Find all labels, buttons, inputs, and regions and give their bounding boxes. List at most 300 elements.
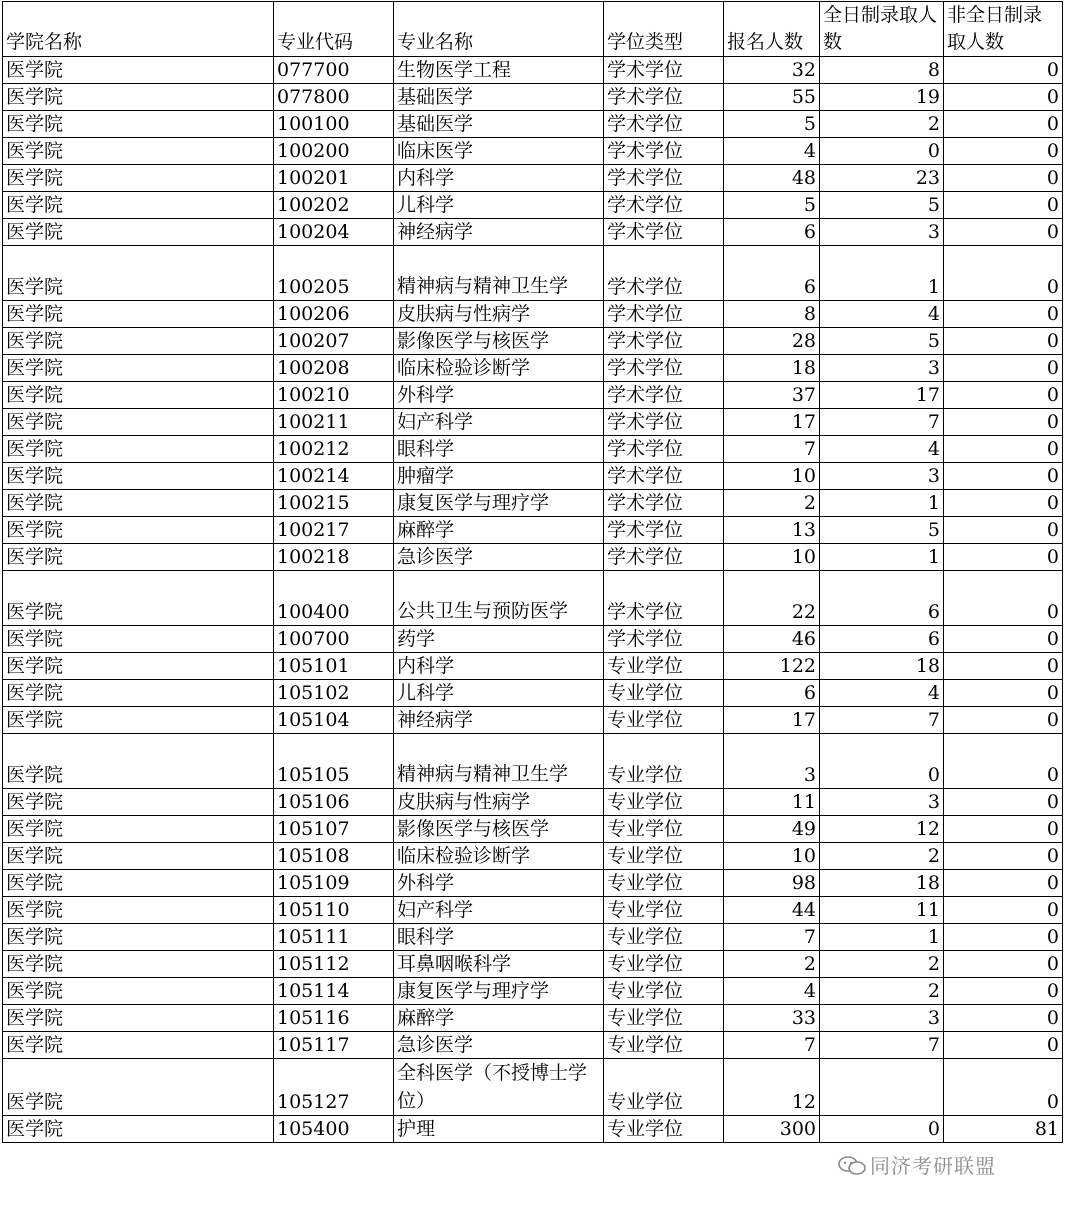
cell-degree-type: 学术学位 — [604, 57, 724, 84]
cell-fulltime-admitted: 2 — [820, 951, 944, 978]
cell-degree-type: 专业学位 — [604, 1059, 724, 1116]
cell-major-name: 急诊医学 — [394, 1032, 604, 1059]
cell-college: 医学院 — [3, 978, 274, 1005]
cell-major-name: 内科学 — [394, 653, 604, 680]
table-row — [3, 924, 1063, 951]
cell-fulltime-admitted: 2 — [820, 978, 944, 1005]
cell-major-code: 105400 — [274, 1116, 394, 1143]
cell-college: 医学院 — [3, 328, 274, 355]
cell-applicants: 6 — [724, 680, 820, 707]
cell-college: 医学院 — [3, 57, 274, 84]
cell-applicants: 98 — [724, 870, 820, 897]
table-row — [3, 789, 1063, 816]
cell-degree-type: 学术学位 — [604, 111, 724, 138]
cell-college: 医学院 — [3, 843, 274, 870]
cell-college: 医学院 — [3, 355, 274, 382]
cell-degree-type: 学术学位 — [604, 165, 724, 192]
cell-degree-type: 专业学位 — [604, 978, 724, 1005]
cell-applicants: 12 — [724, 1059, 820, 1116]
cell-major-code: 100200 — [274, 138, 394, 165]
cell-major-name: 外科学 — [394, 870, 604, 897]
cell-parttime-admitted: 0 — [944, 897, 1063, 924]
cell-parttime-admitted: 0 — [944, 138, 1063, 165]
cell-major-code: 100211 — [274, 409, 394, 436]
cell-applicants: 18 — [724, 355, 820, 382]
cell-parttime-admitted: 0 — [944, 490, 1063, 517]
cell-parttime-admitted: 0 — [944, 219, 1063, 246]
cell-parttime-admitted: 0 — [944, 165, 1063, 192]
cell-major-code: 105105 — [274, 734, 394, 789]
cell-major-code: 077800 — [274, 84, 394, 111]
table-row — [3, 301, 1063, 328]
header-parttime-admitted: 非全日制录取人数 — [944, 2, 1063, 57]
cell-major-code: 100204 — [274, 219, 394, 246]
table-row — [3, 544, 1063, 571]
cell-college: 医学院 — [3, 219, 274, 246]
cell-major-name: 眼科学 — [394, 924, 604, 951]
cell-major-name: 麻醉学 — [394, 1005, 604, 1032]
cell-applicants: 5 — [724, 111, 820, 138]
table-row — [3, 680, 1063, 707]
cell-applicants: 3 — [724, 734, 820, 789]
cell-applicants: 7 — [724, 924, 820, 951]
cell-applicants: 28 — [724, 328, 820, 355]
cell-fulltime-admitted: 3 — [820, 463, 944, 490]
table-header-row — [3, 2, 1063, 57]
cell-major-name: 儿科学 — [394, 192, 604, 219]
cell-college: 医学院 — [3, 192, 274, 219]
cell-degree-type: 专业学位 — [604, 789, 724, 816]
cell-parttime-admitted: 0 — [944, 382, 1063, 409]
cell-parttime-admitted: 0 — [944, 571, 1063, 626]
cell-major-code: 105112 — [274, 951, 394, 978]
table-row — [3, 870, 1063, 897]
cell-major-code: 105127 — [274, 1059, 394, 1116]
cell-college: 医学院 — [3, 382, 274, 409]
table-row — [3, 1005, 1063, 1032]
cell-applicants: 33 — [724, 1005, 820, 1032]
cell-fulltime-admitted: 2 — [820, 111, 944, 138]
cell-degree-type: 专业学位 — [604, 843, 724, 870]
cell-major-code: 100205 — [274, 246, 394, 301]
cell-degree-type: 专业学位 — [604, 680, 724, 707]
cell-parttime-admitted: 0 — [944, 57, 1063, 84]
cell-degree-type: 专业学位 — [604, 734, 724, 789]
cell-applicants: 7 — [724, 1032, 820, 1059]
cell-parttime-admitted: 0 — [944, 653, 1063, 680]
cell-parttime-admitted: 0 — [944, 734, 1063, 789]
cell-applicants: 5 — [724, 192, 820, 219]
table-row — [3, 734, 1063, 789]
cell-degree-type: 学术学位 — [604, 382, 724, 409]
cell-major-name: 康复医学与理疗学 — [394, 978, 604, 1005]
cell-applicants: 17 — [724, 707, 820, 734]
cell-college: 医学院 — [3, 165, 274, 192]
cell-major-code: 105114 — [274, 978, 394, 1005]
table-row — [3, 246, 1063, 301]
cell-fulltime-admitted: 1 — [820, 246, 944, 301]
cell-parttime-admitted: 0 — [944, 978, 1063, 1005]
cell-college: 医学院 — [3, 138, 274, 165]
cell-college: 医学院 — [3, 789, 274, 816]
cell-applicants: 49 — [724, 816, 820, 843]
cell-college: 医学院 — [3, 571, 274, 626]
cell-degree-type: 学术学位 — [604, 84, 724, 111]
cell-major-code: 100217 — [274, 517, 394, 544]
cell-degree-type: 学术学位 — [604, 192, 724, 219]
cell-college: 医学院 — [3, 1116, 274, 1143]
wechat-icon — [838, 1156, 866, 1176]
cell-fulltime-admitted: 5 — [820, 328, 944, 355]
watermark-text: 同济考研联盟 — [870, 1154, 996, 1178]
cell-degree-type: 专业学位 — [604, 897, 724, 924]
cell-fulltime-admitted: 3 — [820, 219, 944, 246]
table-row — [3, 111, 1063, 138]
cell-applicants: 4 — [724, 978, 820, 1005]
cell-fulltime-admitted: 3 — [820, 355, 944, 382]
cell-fulltime-admitted: 17 — [820, 382, 944, 409]
cell-fulltime-admitted: 12 — [820, 816, 944, 843]
cell-fulltime-admitted: 0 — [820, 1116, 944, 1143]
cell-major-name: 基础医学 — [394, 111, 604, 138]
cell-applicants: 10 — [724, 463, 820, 490]
cell-degree-type: 学术学位 — [604, 409, 724, 436]
cell-major-name: 皮肤病与性病学 — [394, 789, 604, 816]
cell-fulltime-admitted — [820, 1059, 944, 1116]
cell-degree-type: 学术学位 — [604, 490, 724, 517]
cell-fulltime-admitted: 7 — [820, 409, 944, 436]
cell-fulltime-admitted: 3 — [820, 789, 944, 816]
admissions-table — [2, 1, 1063, 1143]
cell-fulltime-admitted: 1 — [820, 924, 944, 951]
cell-applicants: 22 — [724, 571, 820, 626]
cell-college: 医学院 — [3, 653, 274, 680]
table-body — [3, 57, 1063, 1143]
cell-fulltime-admitted: 7 — [820, 707, 944, 734]
header-major-code: 专业代码 — [274, 2, 394, 57]
table-row — [3, 409, 1063, 436]
cell-major-code: 105109 — [274, 870, 394, 897]
cell-major-code: 100201 — [274, 165, 394, 192]
cell-parttime-admitted: 0 — [944, 436, 1063, 463]
header-major-name: 专业名称 — [394, 2, 604, 57]
cell-major-name: 公共卫生与预防医学 — [394, 571, 604, 626]
cell-major-name: 神经病学 — [394, 219, 604, 246]
cell-major-name: 临床医学 — [394, 138, 604, 165]
table-row — [3, 843, 1063, 870]
cell-parttime-admitted: 0 — [944, 409, 1063, 436]
table-row — [3, 951, 1063, 978]
cell-major-code: 105116 — [274, 1005, 394, 1032]
cell-major-name: 全科医学（不授博士学位） — [394, 1059, 604, 1116]
cell-applicants: 4 — [724, 138, 820, 165]
cell-college: 医学院 — [3, 84, 274, 111]
cell-college: 医学院 — [3, 897, 274, 924]
table-row — [3, 84, 1063, 111]
cell-major-name: 精神病与精神卫生学 — [394, 734, 604, 789]
cell-major-code: 105106 — [274, 789, 394, 816]
cell-parttime-admitted: 0 — [944, 301, 1063, 328]
table-row — [3, 978, 1063, 1005]
table-row — [3, 382, 1063, 409]
cell-college: 医学院 — [3, 951, 274, 978]
cell-degree-type: 专业学位 — [604, 653, 724, 680]
cell-major-code: 100210 — [274, 382, 394, 409]
cell-college: 医学院 — [3, 463, 274, 490]
cell-major-code: 100218 — [274, 544, 394, 571]
cell-major-code: 100700 — [274, 626, 394, 653]
cell-major-code: 100207 — [274, 328, 394, 355]
cell-applicants: 48 — [724, 165, 820, 192]
cell-college: 医学院 — [3, 1059, 274, 1116]
table-row — [3, 138, 1063, 165]
cell-major-code: 100215 — [274, 490, 394, 517]
cell-major-name: 麻醉学 — [394, 517, 604, 544]
cell-major-name: 药学 — [394, 626, 604, 653]
cell-parttime-admitted: 0 — [944, 517, 1063, 544]
cell-major-code: 105104 — [274, 707, 394, 734]
cell-major-name: 妇产科学 — [394, 409, 604, 436]
cell-parttime-admitted: 0 — [944, 680, 1063, 707]
cell-major-code: 105101 — [274, 653, 394, 680]
table-row — [3, 1032, 1063, 1059]
cell-major-name: 护理 — [394, 1116, 604, 1143]
cell-major-name: 内科学 — [394, 165, 604, 192]
cell-major-code: 105108 — [274, 843, 394, 870]
table-row — [3, 626, 1063, 653]
cell-college: 医学院 — [3, 111, 274, 138]
cell-applicants: 11 — [724, 789, 820, 816]
cell-major-code: 077700 — [274, 57, 394, 84]
cell-major-code: 100400 — [274, 571, 394, 626]
cell-degree-type: 专业学位 — [604, 707, 724, 734]
table-row — [3, 192, 1063, 219]
cell-degree-type: 学术学位 — [604, 219, 724, 246]
cell-college: 医学院 — [3, 436, 274, 463]
cell-fulltime-admitted: 1 — [820, 490, 944, 517]
cell-major-name: 急诊医学 — [394, 544, 604, 571]
cell-fulltime-admitted: 5 — [820, 517, 944, 544]
cell-fulltime-admitted: 4 — [820, 436, 944, 463]
table-row — [3, 57, 1063, 84]
cell-major-name: 基础医学 — [394, 84, 604, 111]
cell-major-name: 临床检验诊断学 — [394, 843, 604, 870]
cell-major-name: 儿科学 — [394, 680, 604, 707]
cell-major-code: 105111 — [274, 924, 394, 951]
cell-applicants: 13 — [724, 517, 820, 544]
cell-degree-type: 学术学位 — [604, 355, 724, 382]
cell-parttime-admitted: 81 — [944, 1116, 1063, 1143]
cell-major-code: 100202 — [274, 192, 394, 219]
table-row — [3, 463, 1063, 490]
cell-major-code: 100206 — [274, 301, 394, 328]
cell-parttime-admitted: 0 — [944, 843, 1063, 870]
cell-parttime-admitted: 0 — [944, 951, 1063, 978]
table-row — [3, 517, 1063, 544]
cell-major-name: 肿瘤学 — [394, 463, 604, 490]
cell-college: 医学院 — [3, 924, 274, 951]
cell-parttime-admitted: 0 — [944, 111, 1063, 138]
cell-fulltime-admitted: 3 — [820, 1005, 944, 1032]
cell-degree-type: 专业学位 — [604, 1032, 724, 1059]
table-row — [3, 1059, 1063, 1116]
header-college: 学院名称 — [3, 2, 274, 57]
table-row — [3, 707, 1063, 734]
cell-parttime-admitted: 0 — [944, 870, 1063, 897]
cell-college: 医学院 — [3, 409, 274, 436]
cell-degree-type: 学术学位 — [604, 246, 724, 301]
table-row — [3, 328, 1063, 355]
cell-degree-type: 学术学位 — [604, 517, 724, 544]
cell-major-code: 100208 — [274, 355, 394, 382]
cell-college: 医学院 — [3, 626, 274, 653]
cell-major-name: 影像医学与核医学 — [394, 328, 604, 355]
cell-fulltime-admitted: 2 — [820, 843, 944, 870]
cell-college: 医学院 — [3, 707, 274, 734]
cell-major-name: 神经病学 — [394, 707, 604, 734]
cell-parttime-admitted: 0 — [944, 328, 1063, 355]
cell-fulltime-admitted: 4 — [820, 680, 944, 707]
cell-fulltime-admitted: 18 — [820, 653, 944, 680]
cell-major-name: 影像医学与核医学 — [394, 816, 604, 843]
cell-applicants: 44 — [724, 897, 820, 924]
cell-major-name: 康复医学与理疗学 — [394, 490, 604, 517]
header-applicants: 报名人数 — [724, 2, 820, 57]
cell-degree-type: 专业学位 — [604, 870, 724, 897]
cell-major-name: 耳鼻咽喉科学 — [394, 951, 604, 978]
cell-parttime-admitted: 0 — [944, 626, 1063, 653]
cell-applicants: 17 — [724, 409, 820, 436]
cell-applicants: 2 — [724, 490, 820, 517]
cell-parttime-admitted: 0 — [944, 463, 1063, 490]
cell-parttime-admitted: 0 — [944, 1059, 1063, 1116]
cell-fulltime-admitted: 7 — [820, 1032, 944, 1059]
table-row — [3, 571, 1063, 626]
watermark — [838, 1150, 996, 1179]
cell-major-code: 105110 — [274, 897, 394, 924]
cell-college: 医学院 — [3, 517, 274, 544]
header-fulltime-admitted: 全日制录取人数 — [820, 2, 944, 57]
cell-applicants: 122 — [724, 653, 820, 680]
cell-parttime-admitted: 0 — [944, 192, 1063, 219]
cell-fulltime-admitted: 0 — [820, 138, 944, 165]
cell-applicants: 46 — [724, 626, 820, 653]
cell-fulltime-admitted: 23 — [820, 165, 944, 192]
cell-parttime-admitted: 0 — [944, 544, 1063, 571]
cell-fulltime-admitted: 5 — [820, 192, 944, 219]
cell-major-name: 外科学 — [394, 382, 604, 409]
cell-degree-type: 专业学位 — [604, 924, 724, 951]
cell-applicants: 37 — [724, 382, 820, 409]
cell-major-code: 105107 — [274, 816, 394, 843]
table-row — [3, 219, 1063, 246]
table-row — [3, 816, 1063, 843]
table-row — [3, 436, 1063, 463]
cell-degree-type: 学术学位 — [604, 436, 724, 463]
cell-applicants: 6 — [724, 219, 820, 246]
cell-college: 医学院 — [3, 1005, 274, 1032]
cell-major-code: 105102 — [274, 680, 394, 707]
cell-degree-type: 学术学位 — [604, 626, 724, 653]
cell-major-name: 精神病与精神卫生学 — [394, 246, 604, 301]
cell-degree-type: 学术学位 — [604, 301, 724, 328]
cell-major-code: 105117 — [274, 1032, 394, 1059]
cell-degree-type: 专业学位 — [604, 816, 724, 843]
cell-fulltime-admitted: 0 — [820, 734, 944, 789]
cell-college: 医学院 — [3, 734, 274, 789]
cell-parttime-admitted: 0 — [944, 816, 1063, 843]
table-row — [3, 355, 1063, 382]
cell-degree-type: 学术学位 — [604, 328, 724, 355]
cell-college: 医学院 — [3, 246, 274, 301]
cell-degree-type: 专业学位 — [604, 1116, 724, 1143]
cell-degree-type: 学术学位 — [604, 571, 724, 626]
cell-degree-type: 专业学位 — [604, 951, 724, 978]
cell-college: 医学院 — [3, 816, 274, 843]
cell-applicants: 2 — [724, 951, 820, 978]
cell-degree-type: 专业学位 — [604, 1005, 724, 1032]
cell-college: 医学院 — [3, 301, 274, 328]
cell-parttime-admitted: 0 — [944, 1032, 1063, 1059]
cell-college: 医学院 — [3, 1032, 274, 1059]
table-row — [3, 1116, 1063, 1143]
cell-applicants: 10 — [724, 544, 820, 571]
cell-applicants: 32 — [724, 57, 820, 84]
cell-fulltime-admitted: 8 — [820, 57, 944, 84]
cell-fulltime-admitted: 6 — [820, 571, 944, 626]
cell-college: 医学院 — [3, 544, 274, 571]
cell-degree-type: 学术学位 — [604, 138, 724, 165]
cell-parttime-admitted: 0 — [944, 1005, 1063, 1032]
cell-applicants: 10 — [724, 843, 820, 870]
cell-major-code: 100100 — [274, 111, 394, 138]
cell-major-name: 生物医学工程 — [394, 57, 604, 84]
cell-college: 医学院 — [3, 490, 274, 517]
cell-fulltime-admitted: 19 — [820, 84, 944, 111]
table-row — [3, 490, 1063, 517]
cell-degree-type: 学术学位 — [604, 544, 724, 571]
cell-major-name: 眼科学 — [394, 436, 604, 463]
cell-applicants: 300 — [724, 1116, 820, 1143]
cell-major-code: 100214 — [274, 463, 394, 490]
cell-applicants: 7 — [724, 436, 820, 463]
table-row — [3, 653, 1063, 680]
cell-applicants: 55 — [724, 84, 820, 111]
cell-parttime-admitted: 0 — [944, 246, 1063, 301]
header-degree-type: 学位类型 — [604, 2, 724, 57]
cell-fulltime-admitted: 18 — [820, 870, 944, 897]
cell-parttime-admitted: 0 — [944, 84, 1063, 111]
cell-applicants: 8 — [724, 301, 820, 328]
cell-degree-type: 学术学位 — [604, 463, 724, 490]
cell-parttime-admitted: 0 — [944, 789, 1063, 816]
table-row — [3, 165, 1063, 192]
cell-major-name: 皮肤病与性病学 — [394, 301, 604, 328]
cell-fulltime-admitted: 11 — [820, 897, 944, 924]
cell-major-name: 临床检验诊断学 — [394, 355, 604, 382]
cell-college: 医学院 — [3, 870, 274, 897]
table-row — [3, 897, 1063, 924]
cell-major-name: 妇产科学 — [394, 897, 604, 924]
cell-parttime-admitted: 0 — [944, 924, 1063, 951]
cell-parttime-admitted: 0 — [944, 355, 1063, 382]
cell-fulltime-admitted: 1 — [820, 544, 944, 571]
cell-fulltime-admitted: 4 — [820, 301, 944, 328]
cell-fulltime-admitted: 6 — [820, 626, 944, 653]
cell-applicants: 6 — [724, 246, 820, 301]
cell-parttime-admitted: 0 — [944, 707, 1063, 734]
cell-major-code: 100212 — [274, 436, 394, 463]
